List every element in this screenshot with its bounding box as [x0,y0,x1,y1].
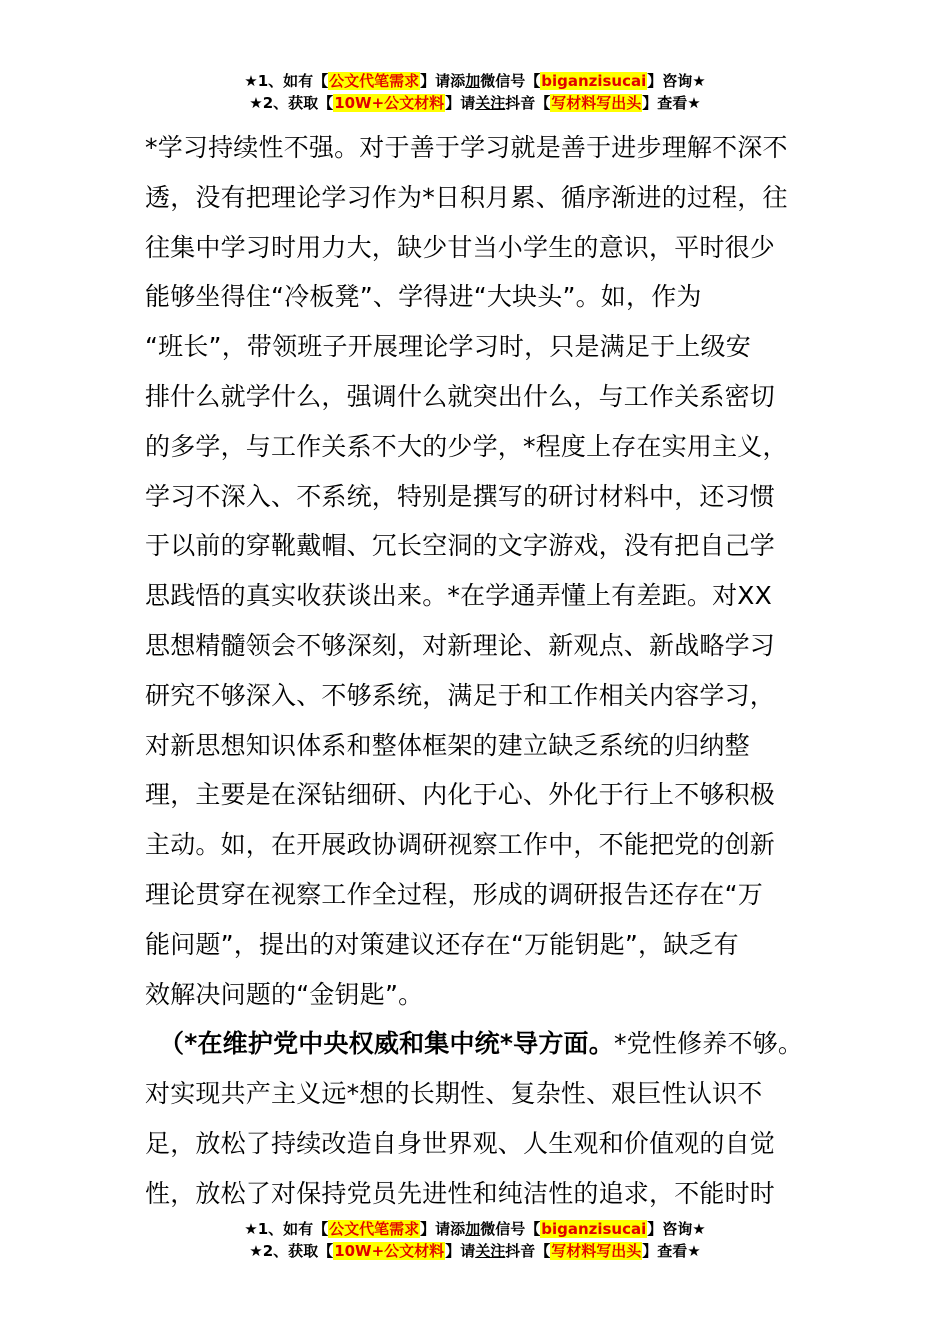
text-line: 思践悟的真实收获谈出来。*在学通弄懂上有差距。对XX [145,581,772,611]
section-text: *党性修养不够。 [613,1029,804,1059]
banner-text: 】查看★ [642,1242,701,1260]
text-line: 对新思想知识体系和整体框架的建立缺乏系统的归纳整 [145,730,750,760]
text-line: 研究不够深入、不够系统，满足于和工作相关内容学习， [145,680,776,710]
banner-highlight: 公文代笔需求 [329,1220,420,1238]
banner-text: 微信号【 [480,1220,541,1238]
header-banner [0,70,950,114]
banner-underline: 加 [465,1220,481,1238]
banner-text: ★2、获取【 [249,1242,334,1260]
document-body [145,123,805,1219]
banner-line-2 [0,92,950,114]
banner-text: 】请 [445,94,476,112]
banner-underline: 加 [465,72,481,90]
banner-text: ★1、如有【 [244,72,329,90]
banner-line-1 [0,1218,950,1240]
banner-text: 】请添 [420,1220,466,1238]
section-heading-line [145,1019,805,1069]
banner-line-1 [0,70,950,92]
banner-highlight: 写材料写出头 [551,1242,642,1260]
text-line: 的多学，与工作关系不大的少学，*程度上存在实用主义， [145,431,788,461]
banner-highlight: 10W+公文材料 [334,94,445,112]
banner-highlight: 10W+公文材料 [334,1242,445,1260]
text-line: 于以前的穿靴戴帽、冗长空洞的文字游戏，没有把自己学 [145,531,776,561]
banner-highlight: biganzisucai [541,1220,647,1238]
text-line: *学习持续性不强。对于善于学习就是善于进步理解不深不 [145,133,788,162]
banner-underline: 关注 [475,94,506,112]
text-line: 理论贯穿在视察工作全过程，形成的调研报告还存在“万 [145,879,763,909]
section-heading: （*在维护党中央权威和集中统*导方面。 [159,1029,614,1059]
text-line: 往集中学习时用力大，缺少甘当小学生的意识，平时很少 [145,232,776,262]
text-line: 能问题”，提出的对策建议还存在“万能钥匙”，缺乏有 [145,929,739,959]
banner-highlight: biganzisucai [541,72,647,90]
text-line: 思想精髓领会不够深刻，对新理论、新观点、新战略学习 [145,630,776,660]
banner-text: 】咨询★ [647,72,706,90]
text-line: “班长”，带领班子开展理论学习时，只是满足于上级安 [145,332,751,362]
banner-highlight: 公文代笔需求 [329,72,420,90]
banner-text: 】查看★ [642,94,701,112]
text-line: 排什么就学什么，强调什么就突出什么，与工作关系密切 [145,381,776,411]
text-line: 透，没有把理论学习作为*日积月累、循序渐进的过程，往 [145,182,788,212]
text-line: 理，主要是在深钻细研、内化于心、外化于行上不够积极 [145,780,776,810]
banner-text: 】请 [445,1242,476,1260]
banner-underline: 关注 [475,1242,506,1260]
banner-text: ★2、获取【 [249,94,334,112]
footer-banner [0,1218,950,1262]
text-line: 主动。如，在开展政协调研视察工作中，不能把党的创新 [145,830,776,860]
text-line: 性，放松了对保持党员先进性和纯洁性的追求，不能时时 [145,1178,776,1208]
text-line: 足，放松了持续改造自身世界观、人生观和价值观的自觉 [145,1128,776,1158]
banner-text: 】咨询★ [647,1220,706,1238]
banner-line-2 [0,1240,950,1262]
text-line: 效解决问题的“金钥匙”。 [145,979,424,1009]
banner-text: 抖音【 [505,1242,551,1260]
banner-text: 微信号【 [480,72,541,90]
banner-text: 】请添 [420,72,466,90]
text-line: 学习不深入、不系统，特别是撰写的研讨材料中，还习惯 [145,481,776,511]
banner-highlight: 写材料写出头 [551,94,642,112]
banner-text: ★1、如有【 [244,1220,329,1238]
text-line: 对实现共产主义远*想的长期性、复杂性、艰巨性认识不 [145,1079,763,1109]
banner-text: 抖音【 [505,94,551,112]
text-line: 能够坐得住“冷板凳”、学得进“大块头”。如，作为 [145,282,702,312]
